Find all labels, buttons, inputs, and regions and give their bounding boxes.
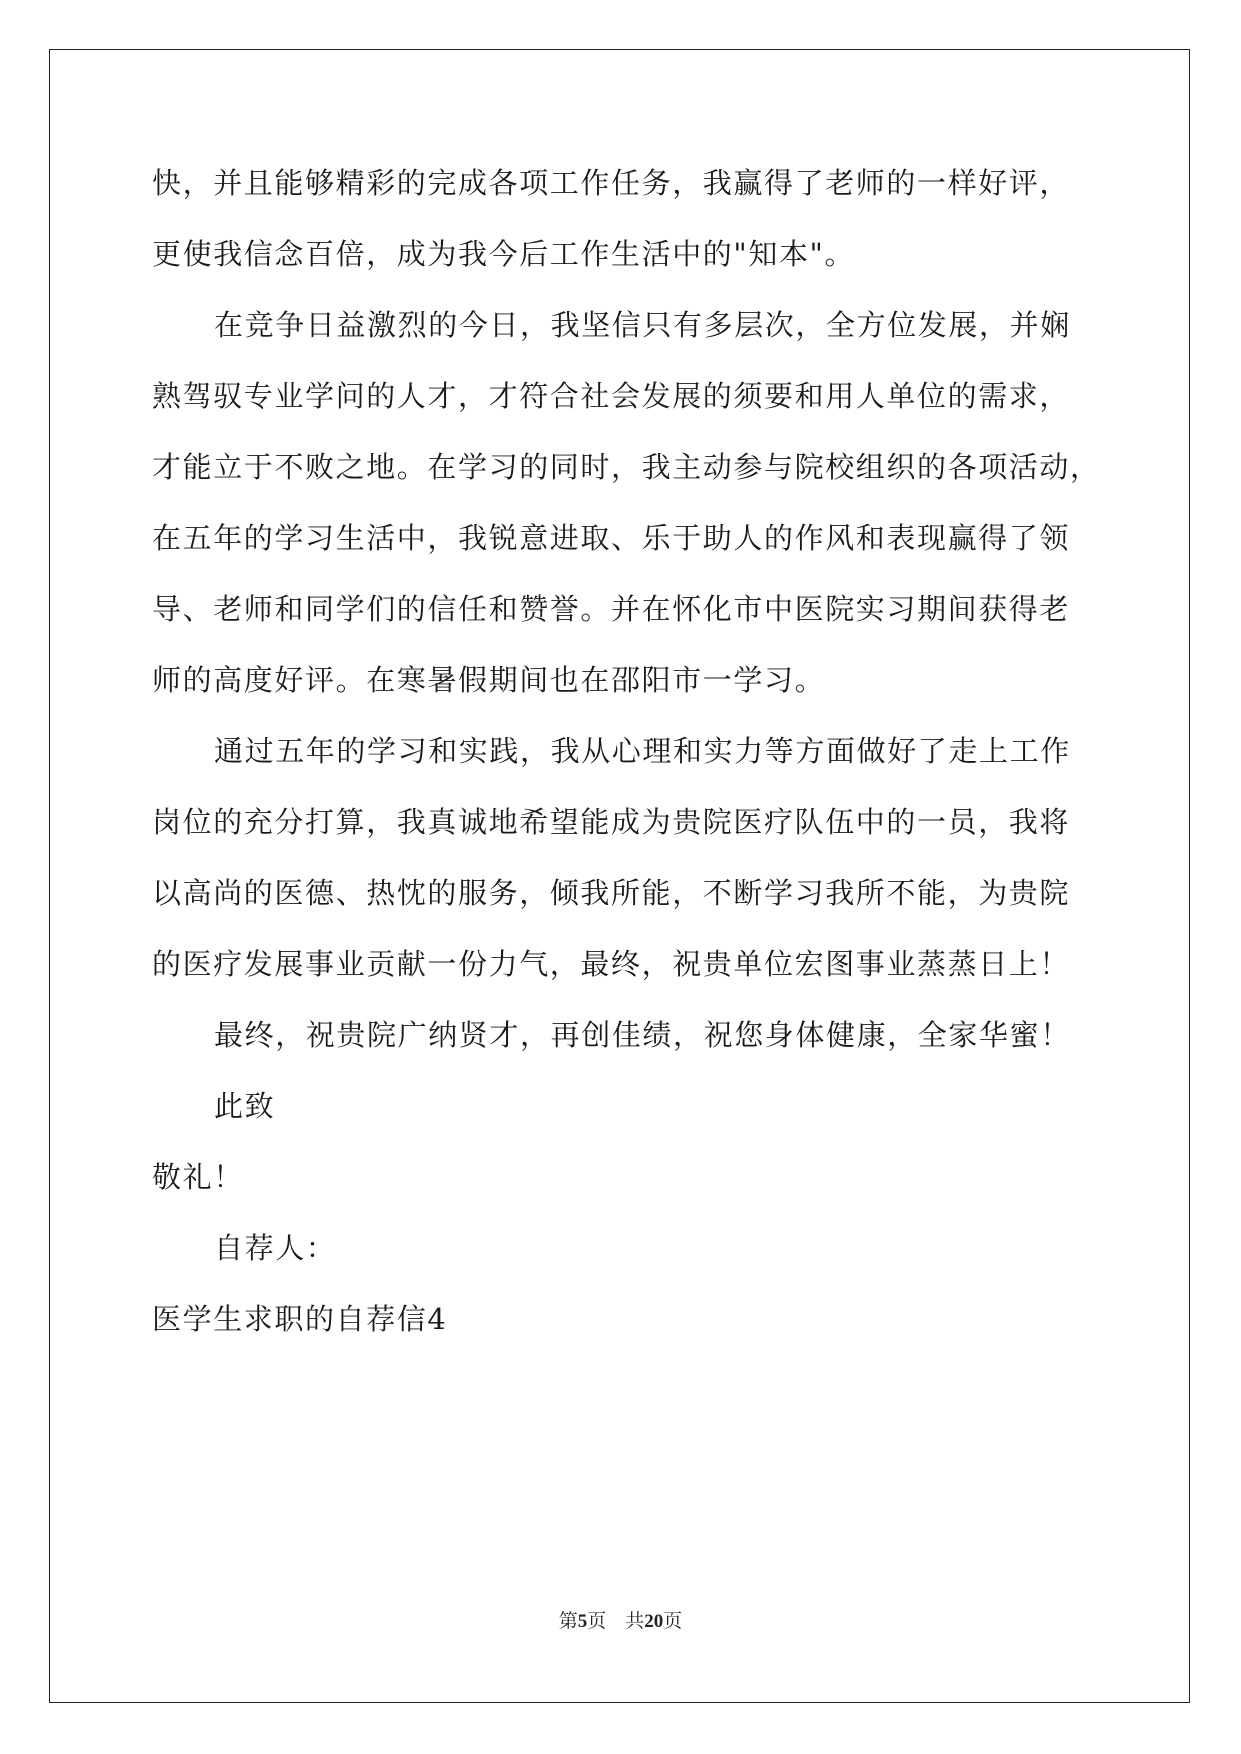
body-line: 的医疗发展事业贡献一份力气，最终，祝贵单位宏图事业蒸蒸日上！ [152,947,1071,981]
footer-middle: 页 共 [587,1611,645,1632]
paragraph-start: 通过五年的学习和实践，我从心理和实力等方面做好了走上工作 [214,734,1071,768]
footer-suffix: 页 [663,1611,683,1632]
body-line: 熟驾驭专业学问的人才，才符合社会发展的须要和用人单位的需求， [152,379,1071,413]
body-line: 师的高度好评。在寒暑假期间也在邵阳市一学习。 [152,663,826,697]
body-line: 以高尚的医德、热忱的服务，倾我所能，不断学习我所不能，为贵院 [152,876,1071,910]
body-line: 快，并且能够精彩的完成各项工作任务，我赢得了老师的一样好评， [152,166,1071,200]
body-line: 岗位的充分打算，我真诚地希望能成为贵院医疗队伍中的一员，我将 [152,805,1071,839]
salutation-cizhi: 此致 [214,1089,276,1123]
current-page-number: 5 [577,1611,588,1632]
footer-prefix: 第 [558,1611,578,1632]
page-footer [0,1606,1241,1633]
total-page-number: 20 [644,1611,664,1632]
section-heading: 医学生求职的自荐信4 [152,1302,448,1336]
closing-wish: 最终，祝贵院广纳贤才，再创佳绩，祝您身体健康，全家华蜜！ [214,1018,1071,1052]
body-line: 在五年的学习生活中，我锐意进取、乐于助人的作风和表现赢得了领 [152,521,1071,555]
paragraph-start: 在竞争日益激烈的今日，我坚信只有多层次，全方位发展，并娴 [214,308,1071,342]
body-line: 导、老师和同学们的信任和赞誉。并在怀化市中医院实习期间获得老 [152,592,1071,626]
signature-label: 自荐人： [214,1231,337,1265]
body-line: 才能立于不败之地。在学习的同时，我主动参与院校组织的各项活动， [152,450,1101,484]
body-line: 更使我信念百倍，成为我今后工作生活中的"知本"。 [152,237,856,271]
salutation-jingli: 敬礼！ [152,1160,244,1194]
